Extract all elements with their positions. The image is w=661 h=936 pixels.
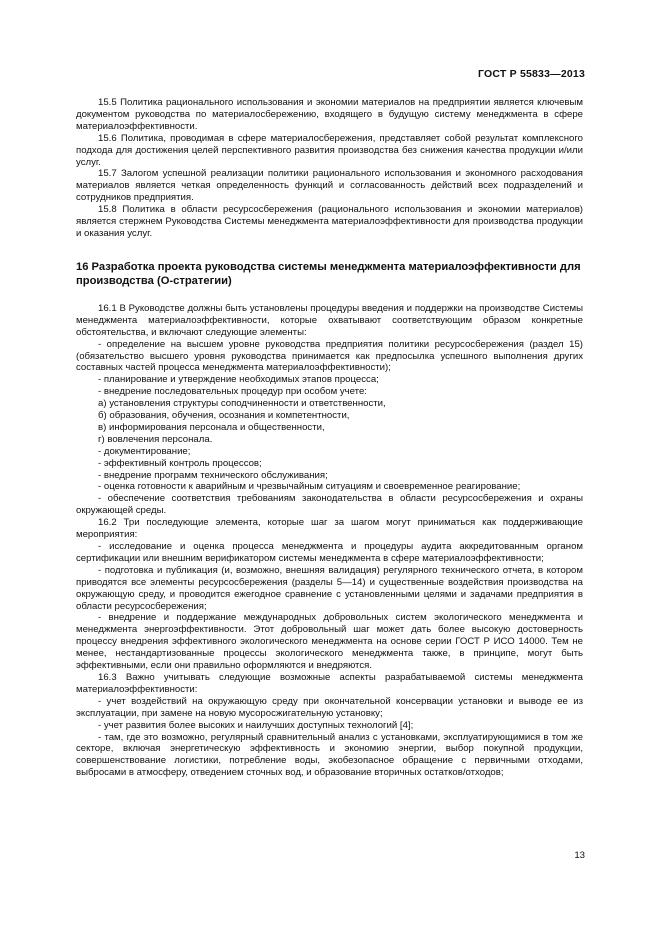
list-item: - подготовка и публикация (и, возможно, внешняя валидация) регулярного технического отчета, в котором приводятся все элементы ресурсосбережения (разделы 5—14) и существенные воздействия производства на окружающую среду, и проводится ежегодное сравнение с установленными целями и задачами предприятия в области ресурсосбережения; <box>76 564 583 612</box>
list-item: - эффективный контроль процессов; <box>98 457 262 469</box>
list-item: - документирование; <box>98 445 191 457</box>
list-item: - определение на высшем уровне руководства предприятия политики ресурсосбережения (раздел 15) (обязательство высшего уровня руководства принимается как предпосылка успешного выполнения других составных частей процесса менеджмента материалоэффективности); <box>76 338 583 374</box>
paragraph-16-1: 16.1 В Руководстве должны быть установлены процедуры введения и поддержки на производстве Системы менеджмента материалоэффективности, которые охватывают соответствующим образом конкретные обстоятельства, и включают следующие элементы: <box>76 302 583 338</box>
list-item: г) вовлечения персонала. <box>98 433 213 445</box>
paragraph-15-5: 15.5 Политика рационального использования и экономии материалов на предприятии является ключевым документом руководства по материалосбережению, входящего в будущую систему менеджмента в сфере материалоэффективности. <box>76 97 583 132</box>
list-item: - внедрение последовательных процедур при особом учете: <box>98 386 367 398</box>
list-item: - учет развития более высоких и наилучших доступных технологий [4]; <box>98 719 414 731</box>
standard-number: ГОСТ Р 55833—2013 <box>477 68 585 80</box>
list-item: - планирование и утверждение необходимых этапов процесса; <box>98 374 379 386</box>
paragraph-16-2: 16.2 Три последующие элемента, которые шаг за шагом могут приниматься как поддерживающие мероприятия: <box>76 517 583 541</box>
page-number: 13 <box>574 850 585 861</box>
list-item: а) установления структуры соподчиненности и ответственности, <box>98 398 386 410</box>
paragraph-15-7: 15.7 Залогом успешной реализации политики рационального использования и экономного расходования материалов является четкая определенность функций и согласованность действий всех подразделений и сотрудников предприятия. <box>76 168 583 204</box>
list-item: в) информирования персонала и общественности, <box>98 421 325 433</box>
paragraph-15-8: 15.8 Политика в области ресурсосбережения (рационального использования и экономии материалов) является стержнем Руководства Системы менеджмента материалоэффективности для производства продукции и оказания услуг. <box>76 204 583 239</box>
paragraph-16-3: 16.3 Важно учитывать следующие возможные аспекты разрабатываемой системы менеджмента материалоэффективности: <box>76 671 583 695</box>
list-item: - там, где это возможно, регулярный сравнительный анализ с установками, эксплуатирующимися в том же секторе, включая энергетическую эффективность и экономию энергии, выбор покупной продукции, совершенствование логистики, потребление воды, экобезопасное обращение с первичными отходами, выбросами в атмосферу, отведением сточных вод, и образование вторичных остатков/отходов; <box>76 731 583 779</box>
paragraph-15-6: 15.6 Политика, проводимая в сфере материалосбережения, представляет собой результат комплексного подхода для достижения целей перспективного развития производства без снижения качества продукции и/или услуг. <box>76 132 583 168</box>
list-item: - обеспечение соответствия требованиям законодательства в области ресурсосбережения и охраны окружающей среды. <box>76 493 583 517</box>
list-item: - оценка готовности к аварийным и чрезвычайным ситуациям и своевременное реагирование; <box>98 481 521 493</box>
list-item: - исследование и оценка процесса менеджмента и процедуры аудита аккредитованным органом сертификации или внешним верификатором системы менеджмента в сфере материалоэффективности; <box>76 541 583 564</box>
document-body <box>76 97 583 779</box>
list-item: - учет воздействий на окружающую среду при окончательной консервации установки и выводе ее из эксплуатации, при замене на новую мусоросжигательную установку; <box>76 695 583 719</box>
list-item: - внедрение программ технического обслуживания; <box>98 469 328 481</box>
section-16-heading: 16 Разработка проекта руководства системы менеджмента материалоэффективности для производства (О-стратегии) <box>76 260 581 288</box>
list-item: - внедрение и поддержание международных добровольных систем экологического менеджмента и менеджмента энергоэффективности. Этот добровольный шаг может дать более высокую достоверность процессу внедрения эффективного экологического менеджмента на основе серии ГОСТ Р ИСО 14000. Тем не менее, нестандартизованные процессы экологического менеджмента также, в принципе, могут быть эффективными, если они правильно оформляются и внедряются. <box>76 612 583 672</box>
list-item: б) образования, обучения, осознания и компетентности, <box>98 410 350 422</box>
